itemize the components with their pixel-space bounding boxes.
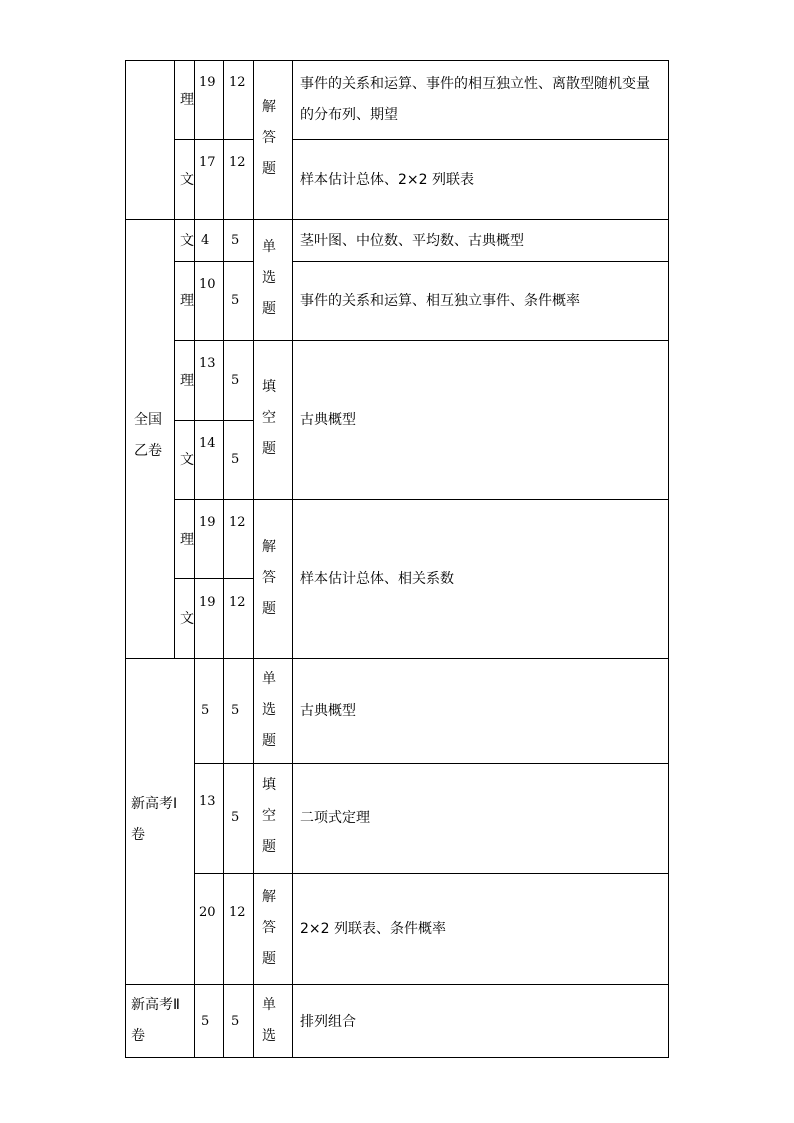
score-value: 12 xyxy=(229,595,246,610)
topic-cell: 样本估计总体、相关系数 xyxy=(300,571,454,587)
track-cell: 理 xyxy=(180,532,194,548)
question-number: 5 xyxy=(201,703,210,718)
question-type: 解答题 xyxy=(262,889,276,967)
track-cell: 文 xyxy=(180,233,194,249)
question-type: 解答题 xyxy=(262,99,276,177)
exam-name: 全国乙卷 xyxy=(134,412,162,459)
track-cell: 理 xyxy=(180,92,194,108)
track-cell: 文 xyxy=(180,611,194,627)
topic-cell: 排列组合 xyxy=(300,1014,356,1030)
track-cell: 文 xyxy=(180,172,194,188)
question-type: 解答题 xyxy=(262,539,276,617)
topic-cell: 样本估计总体、2×2 列联表 xyxy=(300,172,474,188)
question-type: 填空题 xyxy=(262,777,276,855)
question-number: 13 xyxy=(199,794,216,809)
score-value: 5 xyxy=(231,373,240,388)
question-number: 19 xyxy=(199,515,216,530)
topic-cell: 茎叶图、中位数、平均数、古典概型 xyxy=(300,233,524,249)
score-value: 12 xyxy=(229,905,246,920)
score-value: 5 xyxy=(231,293,240,308)
score-value: 5 xyxy=(231,233,240,248)
exam-name: 新高考Ⅰ卷 xyxy=(131,796,178,843)
track-cell: 理 xyxy=(180,373,194,389)
topic-cell: 古典概型 xyxy=(300,412,356,428)
question-type: 单选题 xyxy=(262,239,276,317)
question-number: 20 xyxy=(199,905,216,920)
question-number: 19 xyxy=(199,75,216,90)
question-number: 5 xyxy=(201,1014,210,1029)
exam-name: 新高考Ⅱ卷 xyxy=(131,997,180,1044)
track-cell: 理 xyxy=(180,293,194,309)
score-value: 12 xyxy=(229,75,246,90)
score-value: 12 xyxy=(229,515,246,530)
score-value: 5 xyxy=(231,452,240,467)
question-type: 填空题 xyxy=(262,379,276,457)
topic-cell: 2×2 列联表、条件概率 xyxy=(300,921,446,937)
question-number: 19 xyxy=(199,595,216,610)
topic-cell: 事件的关系和运算、相互独立事件、条件概率 xyxy=(300,293,580,309)
track-cell: 文 xyxy=(180,452,194,468)
question-number: 4 xyxy=(201,233,210,248)
score-value: 5 xyxy=(231,1014,240,1029)
score-value: 5 xyxy=(231,810,240,825)
question-number: 17 xyxy=(199,155,216,170)
topic-cell: 二项式定理 xyxy=(300,810,370,826)
question-number: 10 xyxy=(199,277,216,292)
question-type: 单选题 xyxy=(262,671,276,749)
topic-cell: 事件的关系和运算、事件的相互独立性、离散型随机变量的分布列、期望 xyxy=(300,76,650,123)
topic-cell: 古典概型 xyxy=(300,703,356,719)
score-value: 5 xyxy=(231,703,240,718)
question-number: 14 xyxy=(199,436,216,451)
score-value: 12 xyxy=(229,155,246,170)
question-number: 13 xyxy=(199,356,216,371)
question-type: 单选 xyxy=(262,997,276,1044)
